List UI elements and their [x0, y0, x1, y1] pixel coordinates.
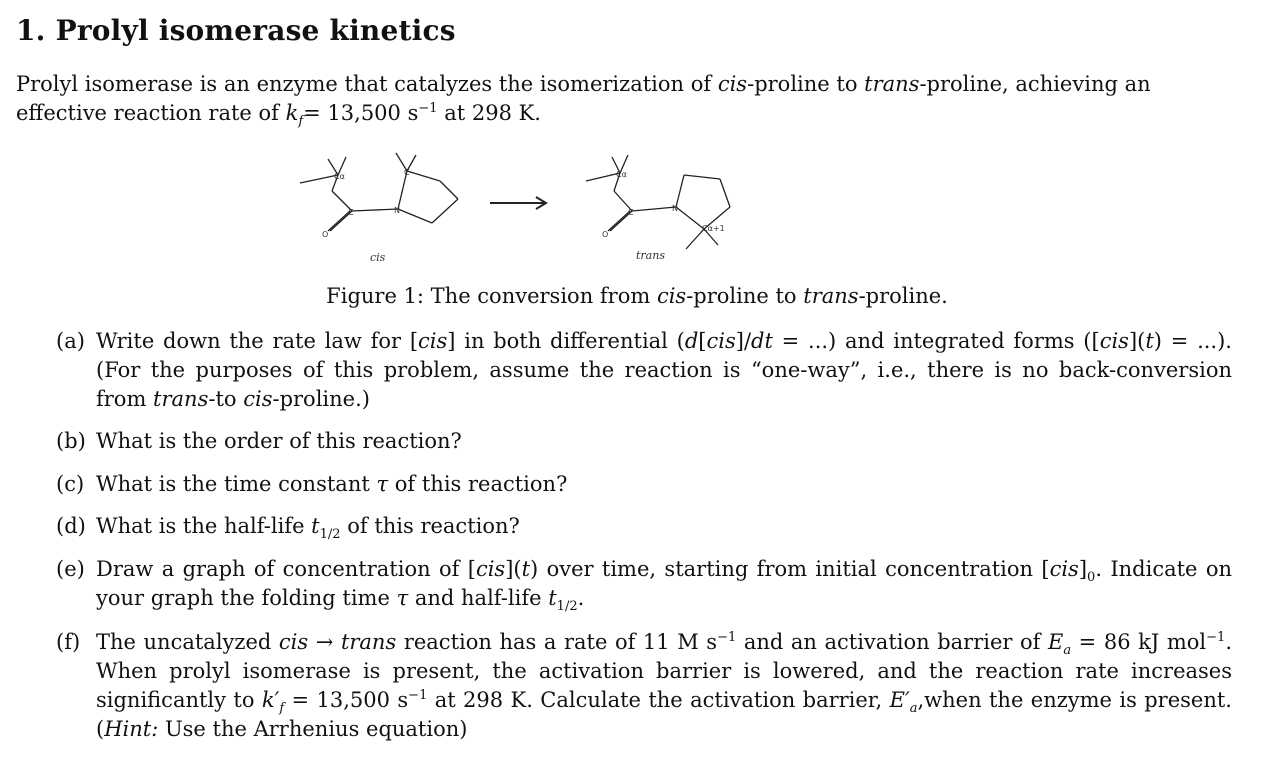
question-d-label: (d)	[56, 514, 86, 538]
question-e-label: (e)	[56, 557, 85, 581]
question-f	[56, 628, 1232, 744]
question-f-text: The uncatalyzed cis → trans reaction has a rate of 11 M $s^{-1}$ and an activation barrier of $E_a = 86$ kJ mol$^{-1}$. When prolyl isomerase is present, the activation barrier is lowered, and the reaction rate increases significantly to $k'_f = 13,500$ $s^{-1}$ at 298 K. Calculate the activation barrier, $E'_a,when$ the enzyme is present. (Hint: Use the Arrhenius equation)	[96, 630, 1232, 741]
atom-ca-trans: Cα	[616, 170, 627, 179]
question-d	[56, 512, 1232, 541]
atom-c-cis-ring: C	[404, 168, 410, 177]
atom-o-cis: O	[322, 230, 329, 239]
question-b-label: (b)	[56, 429, 86, 453]
question-e-text: Draw a graph of concentration of [cis](t) over time, starting from initial concentration $[cis]_0$. Indicate on your graph the folding time τ and half-life $t_{1/2}$.	[96, 557, 1232, 615]
question-c	[56, 470, 1232, 499]
proline-structures	[290, 145, 770, 270]
question-c-label: (c)	[56, 472, 85, 496]
question-a-text: Write down the rate law for [cis] in both differential (d[cis]/dt = ...) and integrated forms ([cis](t) = ...). (For the purposes of this problem, assume the reaction is “one-way”, i.e., there is no back-conversion from trans-to cis-proline.)	[96, 329, 1232, 411]
atom-cplus-trans: Cα+1	[702, 224, 725, 233]
atom-c-trans: C	[628, 208, 634, 217]
question-a	[56, 327, 1232, 414]
figure-caption: Figure 1: The conversion from cis-proline to trans-proline.	[326, 284, 948, 308]
atom-n-trans: N	[672, 204, 678, 213]
atom-ca-cis: Cα	[334, 172, 345, 181]
question-e	[56, 555, 1232, 613]
question-a-label: (a)	[56, 329, 85, 353]
question-c-text: What is the time constant τ of this reaction?	[96, 472, 568, 496]
question-b	[56, 427, 1232, 456]
problem-title: 1. Prolyl isomerase kinetics	[16, 14, 456, 47]
question-b-text: What is the order of this reaction?	[96, 429, 462, 453]
cis-label: cis	[370, 251, 386, 264]
question-f-label: (f)	[56, 630, 81, 654]
cis-trans-figure	[290, 145, 770, 270]
intro-paragraph: Prolyl isomerase is an enzyme that catalyzes the isomerization of cis-proline to trans-proline, achieving an effective reaction rate of $k_f= 13,500$ $s^{-1}$ at 298 K.	[16, 72, 1151, 130]
trans-label: trans	[636, 249, 665, 262]
atom-n-cis: N	[394, 206, 400, 215]
atom-c-cis: C	[348, 208, 354, 217]
question-d-text: What is the half-life $t_{1/2}$ of this reaction?	[96, 514, 520, 543]
atom-o-trans: O	[602, 230, 609, 239]
